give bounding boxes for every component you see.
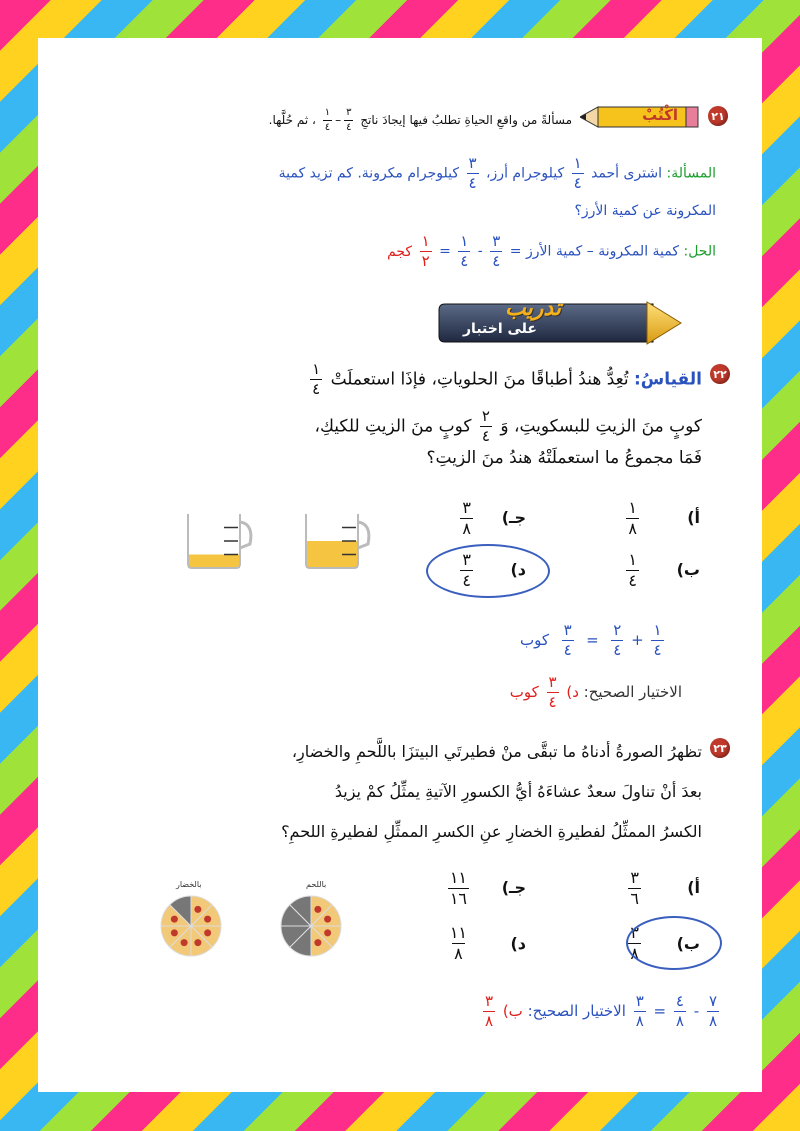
pizza-meat-label: باللحم	[306, 880, 327, 889]
measuring-cup-icon	[182, 508, 254, 574]
q23-answer-fraction: $\frac{٣}{٨}$	[484, 992, 494, 1030]
q22-line-3: فَمَا مجموعُ ما استعملَتْهُ هندُ منَ الزيتِ؟	[426, 448, 702, 468]
q22-answer-line	[510, 675, 682, 710]
pizza-topping	[194, 939, 201, 946]
q22-choice-d-fraction: ٣ ٤	[462, 550, 471, 590]
q23-work-fraction-3: $\frac{٣}{٨}$	[635, 992, 644, 1030]
q22-choice-b-fraction: ١ ٤	[628, 550, 637, 590]
q23-line-2: بعدَ أنْ تناولَ سعدٌ عشاءَهُ أيُّ الكسورِ الآتيةِ يمثِّلُ كمْ يزيدُ	[334, 782, 702, 801]
question-number-23: ٢٣	[710, 738, 730, 758]
problem-part-2: كيلوجرام أرز،	[486, 165, 565, 182]
q22-line-2-b: كوبٍ منَ الزيتِ للكيكِ،	[314, 416, 472, 437]
problem-line-2: المكرونة عن كمية الأرز؟	[574, 203, 716, 219]
choice-label: ب)	[676, 934, 700, 953]
q23-choice-b-fraction: ٣ ٨	[630, 923, 639, 963]
pencil-icon	[580, 102, 700, 132]
cup-handle	[240, 522, 251, 548]
rice-fraction: $\frac{١}{٤}$	[573, 154, 582, 192]
cup-liquid	[188, 555, 240, 569]
q23-line-3: الكسرُ الممثِّلُ لفطيرةِ الخضارِ عنِ الكسرِ الممثِّلِ لفطيرةِ اللحمِ؟	[281, 822, 702, 841]
solution-fraction-1: $\frac{٣}{٤}$	[492, 232, 501, 270]
q23-choice-c[interactable]	[502, 878, 526, 897]
solution-fraction-2: $\frac{١}{٤}$	[460, 232, 469, 270]
q23-choice-d-fraction: ١١ ٨	[449, 923, 467, 963]
worksheet-page	[38, 38, 762, 1092]
pasta-fraction: $\frac{٣}{٤}$	[468, 154, 477, 192]
q23-answer-line: $\frac{٧}{٨}$ - $\frac{٤}{٨}$ = $\frac{٣}{٨}$ الاختيار الصحيح: ب) $\frac{٣}{٨}$	[484, 992, 717, 1030]
q21-prompt-text: مسألةً من واقعِ الحياةِ تطلبُ فيها إيجادَ ناتجِ	[360, 113, 572, 127]
q23-choice-c-fraction: ١١ ١٦	[449, 868, 467, 908]
choice-label: أ)	[687, 508, 700, 527]
q23-choice-a[interactable]	[687, 878, 700, 897]
pizza-topping	[171, 916, 178, 923]
veg-pizza-icon	[158, 893, 224, 959]
q22-answer-choice: د)	[566, 683, 579, 701]
pizza-topping	[204, 916, 211, 923]
q22-work-fraction-1: $\frac{١}{٤}$	[653, 621, 662, 659]
q22-work-unit: كوب	[520, 631, 550, 649]
meat-pizza-icon	[278, 893, 344, 959]
q22-answer-label: الاختيار الصحيح:	[583, 683, 682, 701]
q22-keyword: القياسُ:	[633, 369, 702, 390]
q22-line-2-a: كوبٍ منَ الزيتِ للبسكويتِ، وَ	[500, 416, 702, 437]
q22-line-2-fraction: $\frac{٢}{٤}$	[481, 407, 490, 445]
q23-answer-choice: ب)	[502, 1002, 523, 1020]
q22-choice-a[interactable]	[687, 508, 700, 527]
q22-answer-unit: كوب	[509, 683, 539, 701]
choice-label: د)	[510, 934, 526, 953]
pizza-topping	[314, 939, 321, 946]
pizza-veg-label: بالخضار	[176, 880, 202, 889]
choice-label: د)	[510, 560, 526, 579]
write-label: اكْتُبْ	[642, 106, 678, 124]
q23-line-1: تظهرُ الصورةُ أدناهُ ما تبقَّى منْ فطيرتَي البيتزَا باللَّحمِ والخضارِ،	[291, 742, 702, 761]
problem-label: المسألة:	[666, 165, 716, 182]
q23-work-fraction-2: $\frac{٤}{٨}$	[675, 992, 684, 1030]
q22-line-1	[307, 362, 702, 397]
q22-choice-c[interactable]	[502, 508, 526, 527]
question-number-22: ٢٢	[710, 364, 730, 384]
pizza-topping	[324, 916, 331, 923]
solution-unit: كجم	[387, 243, 413, 260]
prompt-fraction-2: $\frac{١}{٤}$	[324, 107, 331, 133]
q22-choice-b[interactable]	[677, 560, 700, 579]
q22-choice-c-fraction: ٣ ٨	[462, 498, 471, 538]
q23-answer-label: الاختيار الصحيح:	[527, 1002, 626, 1020]
measuring-cup-icon	[300, 508, 372, 574]
pizza-topping	[324, 929, 331, 936]
choice-label: ب)	[676, 560, 700, 579]
q22-line-1-text: تُعِدُّ هندُ أطباقًا منَ الحلوياتِ، فإذَا استعملَتْ	[330, 369, 629, 390]
q21-prompt: مسألةً من واقعِ الحياةِ تطلبُ فيها إيجادَ ناتجِ $\frac{٣}{٤}$ – $\frac{١}{٤}$ ، ثم حُلَّها.	[268, 107, 572, 133]
pizza-topping	[194, 906, 201, 913]
prompt-fraction-1: $\frac{٣}{٤}$	[346, 107, 352, 133]
q23-work-fraction-1: $\frac{٧}{٨}$	[708, 992, 717, 1030]
pizza-topping	[314, 906, 321, 913]
problem-part-1: اشترى أحمد	[591, 165, 663, 182]
choice-label: أ)	[687, 878, 700, 897]
q22-work-fraction-3: $\frac{٣}{٤}$	[563, 621, 572, 659]
problem-part-3: كيلوجرام مكرونة. كم تزيد كمية	[278, 165, 460, 182]
question-number-21: ٢١	[708, 106, 728, 126]
choice-label: جـ)	[501, 878, 526, 897]
choice-label: جـ)	[501, 508, 526, 527]
solution-text: كمية المكرونة – كمية الأرز =	[509, 243, 680, 260]
q22-line-1-fraction: $\frac{١}{٤}$	[312, 360, 321, 398]
q22-work-fraction-2: $\frac{٢}{٤}$	[613, 621, 622, 659]
q22-work-line: كوب $\frac{٣}{٤}$ = $\frac{٢}{٤}$ + $\frac{١}{٤}$	[520, 621, 662, 659]
solution-label: الحل:	[683, 243, 716, 260]
solution-result-fraction: $\frac{١}{٢}$	[421, 232, 430, 270]
q23-choice-a-fraction: ٣ ٦	[630, 868, 639, 908]
correct-answer-circle	[426, 544, 550, 598]
q22-choice-a-fraction: ١ ٨	[628, 498, 637, 538]
solution-line: الحل: كمية المكرونة – كمية الأرز = $\frac{٣}{٤}$ - $\frac{١}{٤}$ = $\frac{١}{٢}$ كجم	[387, 232, 716, 270]
pizza-topping	[204, 929, 211, 936]
q22-line-2	[314, 409, 702, 444]
correct-answer-circle	[626, 916, 722, 970]
q22-answer-fraction: $\frac{٣}{٤}$	[548, 673, 557, 711]
pizza-topping	[181, 939, 188, 946]
cup-handle	[358, 522, 369, 548]
banner-title: تدريب	[505, 296, 562, 321]
problem-line-1	[279, 156, 716, 191]
banner-subtitle: على اختبار	[463, 321, 537, 337]
q21-prompt-end: ، ثم حُلَّها.	[268, 113, 316, 127]
q23-choice-d[interactable]	[510, 934, 526, 953]
pizza-topping	[171, 929, 178, 936]
